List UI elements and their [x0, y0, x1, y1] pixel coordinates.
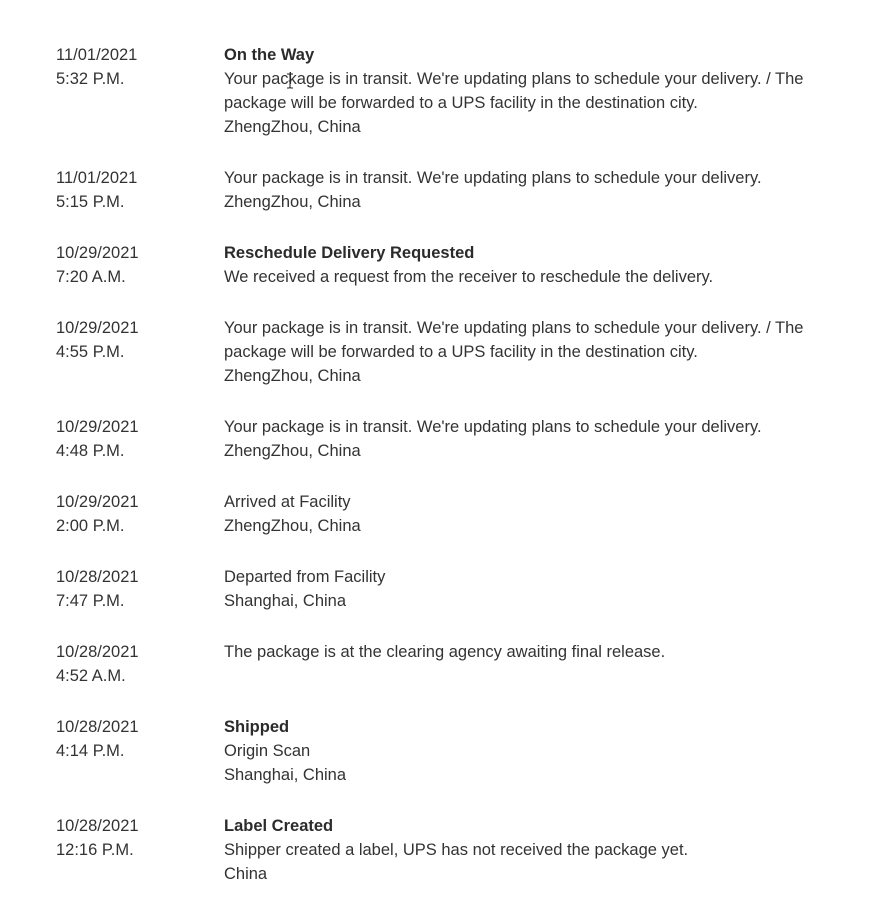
- event-time: 12:16 P.M.: [56, 841, 134, 859]
- event-details: [224, 43, 856, 139]
- event-status: On the Way: [224, 46, 315, 64]
- event-description: We received a request from the receiver to reschedule the delivery.: [224, 268, 714, 286]
- event-details: [224, 166, 856, 214]
- event-details: [224, 565, 856, 613]
- event-date: 10/29/2021: [56, 493, 139, 511]
- event-time: 5:32 P.M.: [56, 70, 125, 88]
- event-datetime: [56, 316, 224, 388]
- event-details: [224, 241, 856, 289]
- event-date: 10/29/2021: [56, 418, 139, 436]
- event-description: Departed from Facility: [224, 568, 386, 586]
- event-description: Your package is in transit. We're updating plans to schedule your delivery. / The package will be forwarded to a UPS facility in the destination city.: [224, 319, 804, 361]
- event-datetime: [56, 241, 224, 289]
- event-location: Shanghai, China: [224, 766, 347, 784]
- event-details: [224, 640, 856, 688]
- event-description: The package is at the clearing agency awaiting final release.: [224, 643, 666, 661]
- tracking-event: [56, 715, 856, 787]
- event-details: [224, 490, 856, 538]
- event-date: 10/29/2021: [56, 244, 139, 262]
- event-time: 4:14 P.M.: [56, 742, 125, 760]
- event-time: 4:52 A.M.: [56, 667, 126, 685]
- event-location: ZhengZhou, China: [224, 193, 361, 211]
- event-date: 10/28/2021: [56, 817, 139, 835]
- text-cursor-icon: [286, 73, 294, 89]
- event-datetime: [56, 640, 224, 688]
- event-date: 11/01/2021: [56, 46, 138, 64]
- event-description: Your package is in transit. We're updating plans to schedule your delivery.: [224, 418, 762, 436]
- tracking-event: [56, 166, 856, 214]
- event-location: ZhengZhou, China: [224, 442, 361, 460]
- tracking-event: [56, 241, 856, 289]
- event-datetime: [56, 415, 224, 463]
- event-datetime: [56, 715, 224, 787]
- tracking-event: [56, 640, 856, 688]
- event-description: Arrived at Facility: [224, 493, 351, 511]
- event-location: ZhengZhou, China: [224, 517, 361, 535]
- tracking-event: [56, 43, 856, 139]
- event-details: [224, 415, 856, 463]
- event-description: Your package is in transit. We're updating plans to schedule your delivery.: [224, 169, 762, 187]
- event-date: 11/01/2021: [56, 169, 138, 187]
- event-description: Origin Scan: [224, 742, 311, 760]
- event-datetime: [56, 814, 224, 886]
- event-description: Shipper created a label, UPS has not received the package yet.: [224, 841, 689, 859]
- event-time: 4:55 P.M.: [56, 343, 125, 361]
- event-time: 7:20 A.M.: [56, 268, 126, 286]
- event-location: Shanghai, China: [224, 592, 347, 610]
- event-description: Your package is in transit. We're updating plans to schedule your delivery. / The package will be forwarded to a UPS facility in the destination city.: [224, 70, 804, 112]
- tracking-event: [56, 490, 856, 538]
- event-status: Shipped: [224, 718, 290, 736]
- event-date: 10/28/2021: [56, 643, 139, 661]
- event-date: 10/29/2021: [56, 319, 139, 337]
- event-date: 10/28/2021: [56, 568, 139, 586]
- event-datetime: [56, 166, 224, 214]
- event-location: ZhengZhou, China: [224, 367, 361, 385]
- event-status: Reschedule Delivery Requested: [224, 244, 475, 262]
- tracking-event: [56, 565, 856, 613]
- tracking-history: [56, 43, 856, 886]
- event-details: [224, 814, 856, 886]
- event-time: 2:00 P.M.: [56, 517, 125, 535]
- tracking-event: [56, 316, 856, 388]
- tracking-event: [56, 814, 856, 886]
- event-location: ZhengZhou, China: [224, 118, 361, 136]
- event-datetime: [56, 490, 224, 538]
- event-time: 4:48 P.M.: [56, 442, 125, 460]
- event-details: [224, 715, 856, 787]
- event-location: China: [224, 865, 268, 883]
- event-details: [224, 316, 856, 388]
- event-datetime: [56, 43, 224, 139]
- event-date: 10/28/2021: [56, 718, 139, 736]
- event-time: 7:47 P.M.: [56, 592, 125, 610]
- event-status: Label Created: [224, 817, 334, 835]
- event-datetime: [56, 565, 224, 613]
- event-time: 5:15 P.M.: [56, 193, 125, 211]
- tracking-event: [56, 415, 856, 463]
